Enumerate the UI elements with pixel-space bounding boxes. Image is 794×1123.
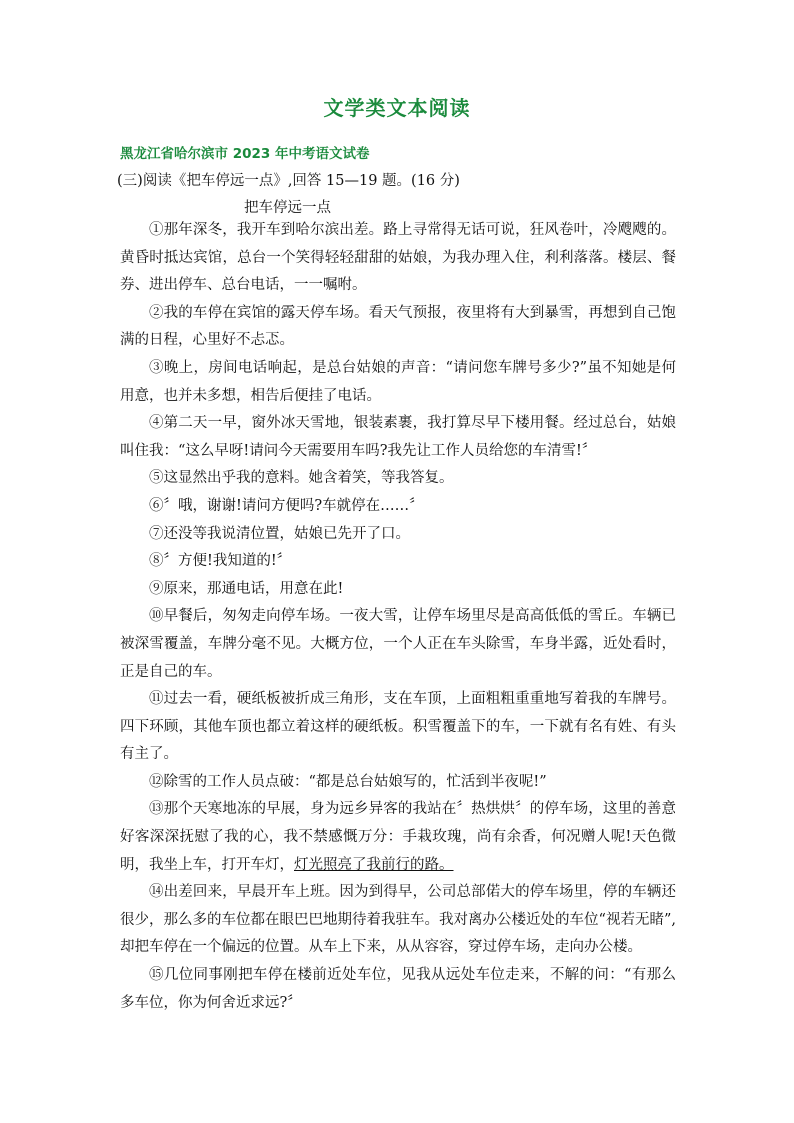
paragraph xyxy=(120,796,676,879)
paragraph: ⑭出差回来，早晨开车上班。因为到得早，公司总部偌大的停车场里，停的车辆还很少，那么多的车位都在眼巴巴地期待着我驻车。我对离办公楼近处的车位“视若无睹”,却把车停在一个偏远的位置。从车上下来，从从容容，穿过停车场，走向办公楼。 xyxy=(120,884,676,956)
source-heading: 黑龙江省哈尔滨市 2023 年中考语文试卷 xyxy=(120,146,370,162)
paragraph: ⑧〞方便!我知道的!〞 xyxy=(149,553,292,570)
paragraph-text: ⑬那个天寒地冻的早展，身为远乡异客的我站在〞热烘烘〞的停车场，这里的善意好客深深抚慰了我的心，我不禁感慨万分：手栽玫瑰，尚有余香，何况赠人呢!天色微明，我坐上车，打开车灯， xyxy=(120,801,676,873)
paragraph: ①那年深冬，我开车到哈尔滨出差。路上寻常得无话可说，狂风卷叶，冷飕飕的。黄昏时抵达宾馆，总台一个笑得轻轻甜甜的姑娘，为我办理入住，利利落落。楼层、餐券、进出停车、总台电话，一一嘱咐。 xyxy=(120,222,676,294)
paragraph: ④第二天一早，窗外冰天雪地，银装素裹，我打算尽早下楼用餐。经过总台，姑娘叫住我：“这么早呀!请问今天需要用车吗?我先让工作人员给您的车清雪!〞 xyxy=(120,415,676,459)
paragraph: ⑪过去一看，硬纸板被折成三角形，支在车顶，上面粗粗重重地写着我的车牌号。四下环顾，其他车顶也都立着这样的硬纸板。积雪覆盖下的车，一下就有名有姓、有头有主了。 xyxy=(120,691,676,763)
paragraph: ③晚上，房间电话响起，是总台姑娘的声音：“请问您车牌号多少?”虽不知她是何用意，也并未多想，相告后便挂了电话。 xyxy=(120,359,676,404)
paragraph: ⑩早餐后，匆匆走向停车场。一夜大雪，让停车场里尽是高高低低的雪丘。车辆已被深雪覆盖，车牌分毫不见。大概方位，一个人正在车头除雪，车身半露，近处看时，正是自己的车。 xyxy=(120,608,676,680)
question-line: (三)阅读《把车停远一点》,回答 15—19 题。(16 分) xyxy=(117,173,460,189)
paragraph: ⑨原来，那通电话，用意在此! xyxy=(149,580,344,597)
paragraph: ⑫除雪的工作人员点破：“都是总台姑娘写的，忙活到半夜呢!” xyxy=(149,773,547,790)
paragraph: ⑥〞哦，谢谢!请问方便吗?车就停在……〞 xyxy=(149,497,424,514)
page-title: 文学类文本阅读 xyxy=(323,96,471,120)
paragraph: ②我的车停在宾馆的露天停车场。看天气预报，夜里将有大到暴雪，再想到自己饱满的日程，心里好不忐忑。 xyxy=(120,304,676,349)
underlined-sentence: 灯光照亮了我前行的路。 xyxy=(294,856,454,873)
article-body xyxy=(120,217,676,1017)
paragraph: ⑮几位同事刚把车停在楼前近处车位，见我从远处车位走来，不解的问：“有那么多车位，你为何舍近求远?〞 xyxy=(120,967,676,1011)
paragraph: ⑤这显然出乎我的意料。她含着笑，等我答复。 xyxy=(149,470,454,487)
paragraph: ⑦还没等我说清位置，姑娘已先开了口。 xyxy=(149,525,410,542)
article-title: 把车停远一点 xyxy=(244,200,331,216)
